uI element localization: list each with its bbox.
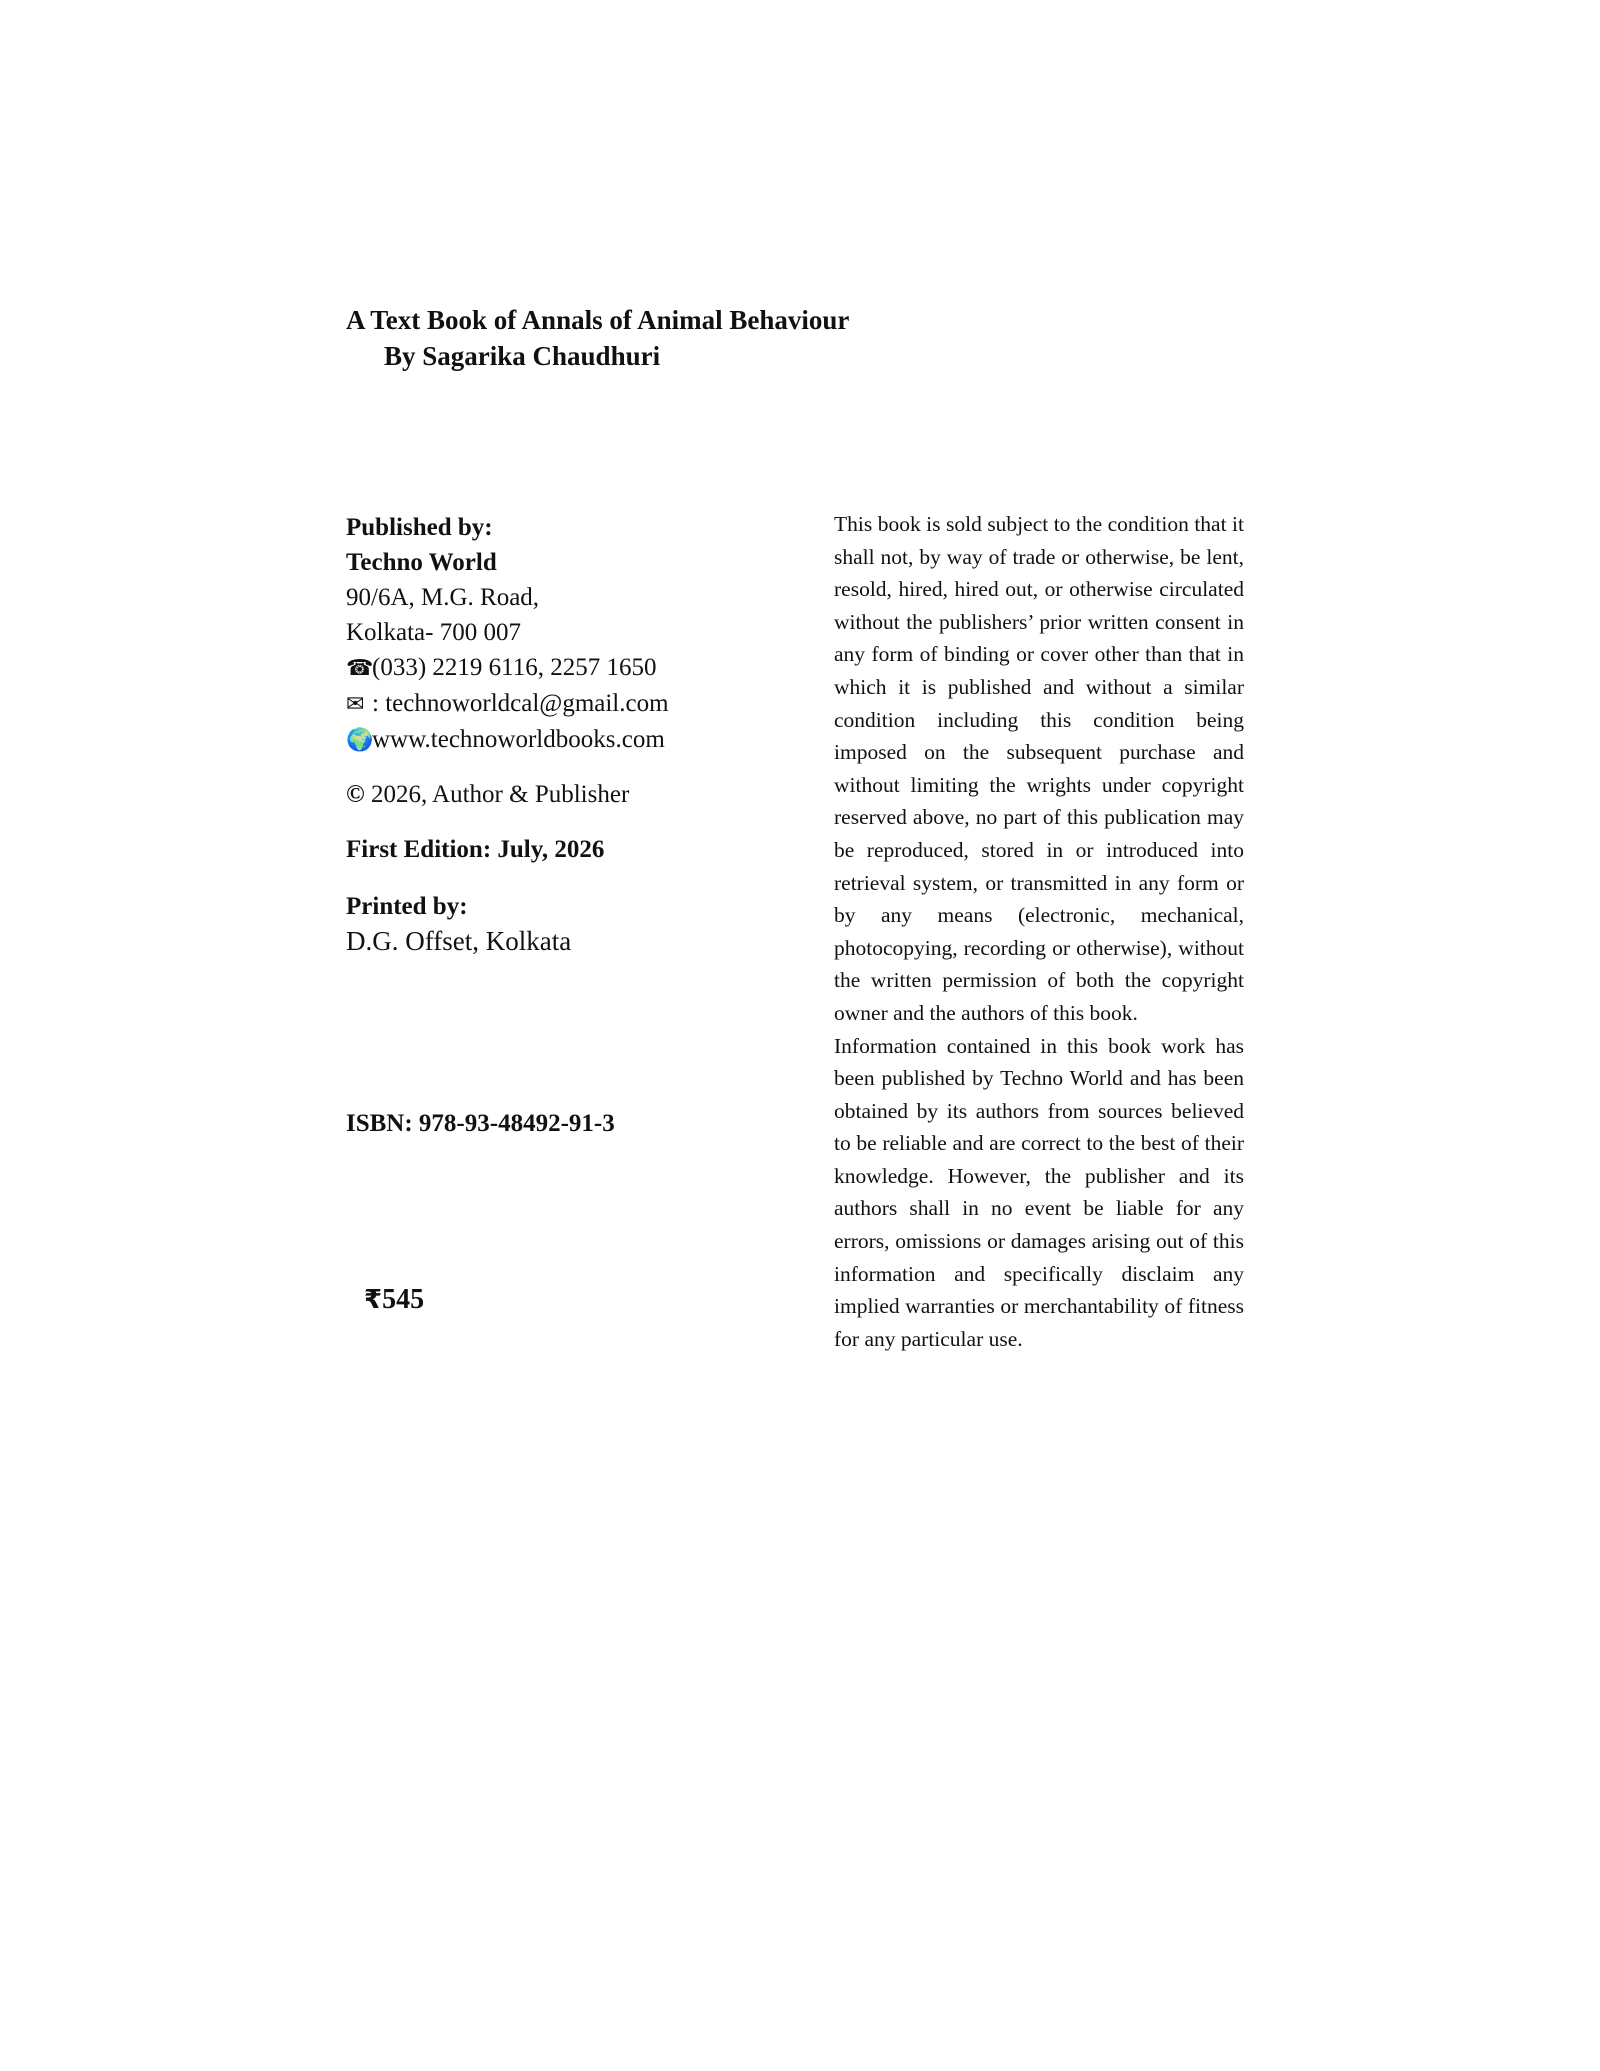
copyright-symbol: © — [346, 781, 365, 808]
publisher-details — [346, 510, 786, 958]
printed-by-label: Printed by: — [346, 893, 468, 920]
envelope-icon: ✉ — [346, 692, 365, 717]
address-line-2: Kolkata- 700 007 — [346, 619, 521, 646]
publisher-name: Techno World — [346, 549, 497, 576]
title-block — [346, 302, 1046, 374]
printer-name: D.G. Offset, Kolkata — [346, 926, 572, 956]
edition-line: First Edition: July, 2026 — [346, 836, 605, 863]
phone-line — [346, 650, 786, 686]
email-line — [346, 686, 786, 722]
published-by-label: Published by: — [346, 514, 493, 541]
copyright-text: 2026, Author & Publisher — [364, 781, 630, 808]
address-line-1: 90/6A, M.G. Road, — [346, 584, 540, 611]
phone-number: (033) 2219 6116, 2257 1650 — [372, 654, 657, 681]
website-line — [346, 722, 786, 758]
price — [364, 1284, 424, 1316]
legal-paragraph-2: Information contained in this book work has been published by Techno World and has been obtained by its authors from sources believed to be reliable and are correct to the best of their knowledge. However, the publisher and its authors shall in no event be liable for any errors, omissions or damages arising out of this information and specifically disclaim any implied warranties or merchantability of fitness for any particular use. — [834, 1033, 1244, 1351]
legal-notice — [834, 508, 1244, 1355]
book-author: By Sagarika Chaudhuri — [384, 341, 661, 371]
legal-paragraph-1: This book is sold subject to the condition that it shall not, by way of trade or otherwise, be lent, resold, hired, hired out, or otherwise circulated without the publishers’ prior written consent in any form of binding or cover other than that in which it is published and without a similar condition including this condition being imposed on the subsequent purchase and without limiting the wrights under copyright reserved above, no part of this publication may be reproduced, stored in or introduced into retrieval system, or transmitted in any form or by any means (electronic, mechanical, photocopying, recording or otherwise), without the written permission of both the copyright owner and the authors of this book. — [834, 512, 1244, 1025]
isbn: ISBN: 978-93-48492-91-3 — [346, 1110, 615, 1137]
price-amount: 545 — [382, 1284, 425, 1315]
globe-icon: 🌍 — [346, 728, 374, 753]
website-url: www.technoworldbooks.com — [372, 726, 665, 753]
phone-icon: ☎ — [346, 656, 374, 681]
rupee-icon: ₹ — [364, 1285, 383, 1315]
book-title: A Text Book of Annals of Animal Behaviour — [346, 305, 850, 335]
copyright-line — [346, 777, 786, 812]
email-address: : technoworldcal@gmail.com — [372, 690, 669, 717]
